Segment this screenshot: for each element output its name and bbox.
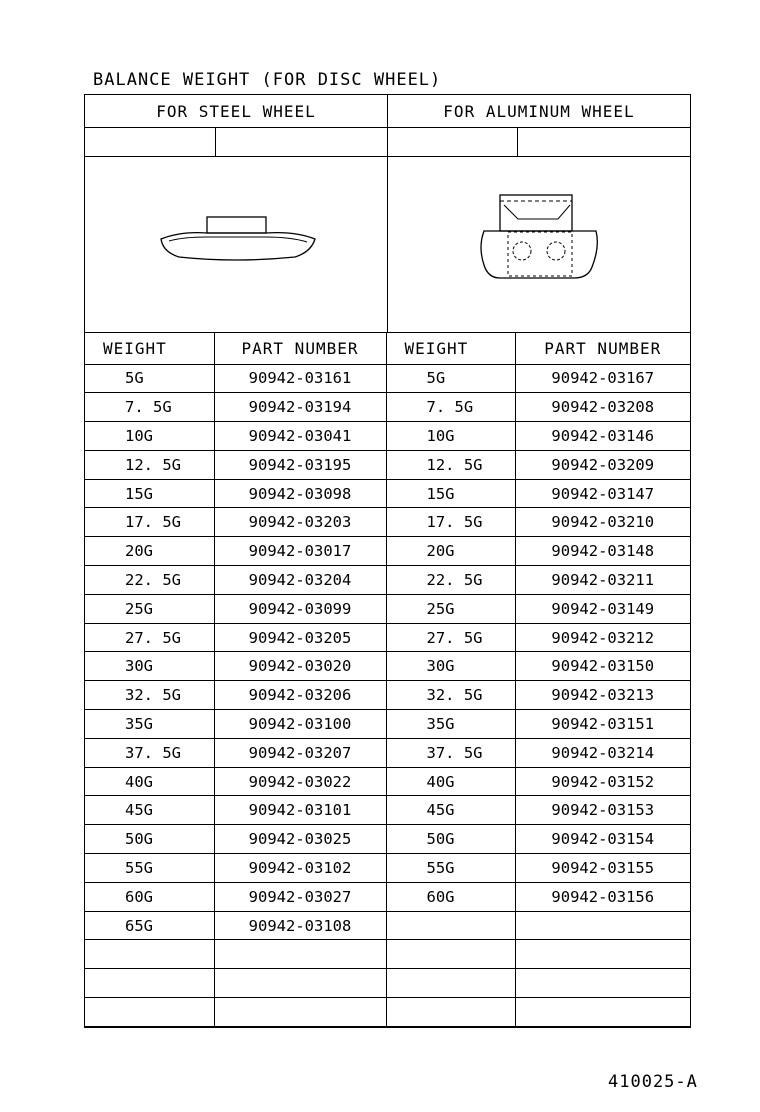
aluminum-part-number-cell: 90942-03212 [515, 623, 690, 652]
aluminum-weight-cell: 7. 5G [386, 393, 515, 422]
table-row [85, 479, 690, 508]
table-row [85, 998, 690, 1027]
steel-weight-cell: 15G [85, 479, 214, 508]
table-row [85, 652, 690, 681]
aluminum-part-number-cell [515, 911, 690, 940]
steel-part-number-cell: 90942-03108 [214, 911, 386, 940]
table-row [85, 450, 690, 479]
wheel-type-header [85, 95, 690, 128]
steel-weight-cell: 22. 5G [85, 566, 214, 595]
steel-part-number-cell: 90942-03204 [214, 566, 386, 595]
steel-part-number-cell: 90942-03206 [214, 681, 386, 710]
steel-part-number-cell: 90942-03195 [214, 450, 386, 479]
aluminum-part-column-header: PART NUMBER [515, 333, 690, 364]
aluminum-part-number-cell: 90942-03150 [515, 652, 690, 681]
aluminum-part-number-cell: 90942-03155 [515, 854, 690, 883]
steel-part-number-cell: 90942-03099 [214, 594, 386, 623]
aluminum-weight-cell: 30G [386, 652, 515, 681]
steel-part-number-cell: 90942-03041 [214, 422, 386, 451]
aluminum-weight-cell: 45G [386, 796, 515, 825]
steel-part-number-cell: 90942-03205 [214, 623, 386, 652]
aluminum-weight-cell: 12. 5G [386, 450, 515, 479]
aluminum-weight-cell: 50G [386, 825, 515, 854]
aluminum-part-number-cell: 90942-03156 [515, 882, 690, 911]
steel-part-number-cell: 90942-03017 [214, 537, 386, 566]
steel-part-number-cell: 90942-03025 [214, 825, 386, 854]
aluminum-weight-cell [386, 969, 515, 998]
aluminum-weight-cell [386, 911, 515, 940]
steel-part-number-cell: 90942-03101 [214, 796, 386, 825]
steel-part-number-cell: 90942-03098 [214, 479, 386, 508]
aluminum-weight-cell [386, 940, 515, 969]
steel-weight-cell [85, 969, 214, 998]
table-row [85, 767, 690, 796]
steel-weight-cell: 30G [85, 652, 214, 681]
balance-weight-table-frame [84, 94, 691, 1028]
aluminum-part-number-cell [515, 940, 690, 969]
steel-weight-cell: 17. 5G [85, 508, 214, 537]
aluminum-part-number-cell: 90942-03154 [515, 825, 690, 854]
aluminum-part-number-cell: 90942-03211 [515, 566, 690, 595]
table-row [85, 911, 690, 940]
table-row [85, 796, 690, 825]
aluminum-weight-cell: 40G [386, 767, 515, 796]
steel-part-number-cell [214, 969, 386, 998]
steel-part-number-cell: 90942-03100 [214, 710, 386, 739]
aluminum-weight-cell: 25G [386, 594, 515, 623]
steel-weight-cell: 45G [85, 796, 214, 825]
aluminum-weight-cell: 35G [386, 710, 515, 739]
steel-part-number-cell: 90942-03194 [214, 393, 386, 422]
steel-weight-cell: 32. 5G [85, 681, 214, 710]
blank-cell [216, 128, 388, 156]
table-row [85, 854, 690, 883]
part-number-table [85, 333, 690, 1027]
table-row [85, 508, 690, 537]
aluminum-part-number-cell: 90942-03153 [515, 796, 690, 825]
aluminum-weight-cell: 37. 5G [386, 738, 515, 767]
aluminum-weight-cell [386, 998, 515, 1027]
table-row [85, 594, 690, 623]
steel-part-number-cell: 90942-03203 [214, 508, 386, 537]
aluminum-part-number-cell: 90942-03146 [515, 422, 690, 451]
aluminum-part-number-cell: 90942-03210 [515, 508, 690, 537]
table-row [85, 969, 690, 998]
aluminum-weight-cell: 17. 5G [386, 508, 515, 537]
aluminum-part-number-cell: 90942-03148 [515, 537, 690, 566]
aluminum-weight-cell: 20G [386, 537, 515, 566]
steel-part-number-cell: 90942-03020 [214, 652, 386, 681]
aluminum-weight-cell: 55G [386, 854, 515, 883]
steel-part-number-cell: 90942-03161 [214, 364, 386, 393]
aluminum-part-number-cell: 90942-03149 [515, 594, 690, 623]
table-row [85, 537, 690, 566]
steel-part-number-cell: 90942-03027 [214, 882, 386, 911]
blank-cell [518, 128, 690, 156]
part-number-table-body [85, 333, 690, 1026]
aluminum-weight-cell: 32. 5G [386, 681, 515, 710]
blank-cell [388, 128, 518, 156]
table-row [85, 364, 690, 393]
steel-weight-cell [85, 998, 214, 1027]
table-row [85, 825, 690, 854]
table-row [85, 623, 690, 652]
aluminum-part-number-cell: 90942-03151 [515, 710, 690, 739]
aluminum-weight-cell: 60G [386, 882, 515, 911]
aluminum-wheel-header: FOR ALUMINUM WHEEL [443, 101, 635, 121]
aluminum-part-number-cell [515, 998, 690, 1027]
steel-weight-cell: 12. 5G [85, 450, 214, 479]
table-row [85, 681, 690, 710]
steel-part-column-header: PART NUMBER [214, 333, 386, 364]
steel-weight-cell: 50G [85, 825, 214, 854]
aluminum-weight-cell: 27. 5G [386, 623, 515, 652]
aluminum-part-number-cell: 90942-03152 [515, 767, 690, 796]
aluminum-weight-cell: 5G [386, 364, 515, 393]
figure-code: 410025-A [608, 1072, 698, 1092]
steel-weight-cell: 20G [85, 537, 214, 566]
column-header-row [85, 333, 690, 364]
aluminum-weight-column-header: WEIGHT [386, 333, 515, 364]
aluminum-weight-cell: 15G [386, 479, 515, 508]
steel-weight-cell: 37. 5G [85, 738, 214, 767]
steel-weight-column-header: WEIGHT [85, 333, 214, 364]
aluminum-weight-illustration-cell [388, 157, 690, 332]
steel-weight-cell: 35G [85, 710, 214, 739]
table-row [85, 940, 690, 969]
steel-weight-cell: 65G [85, 911, 214, 940]
aluminum-part-number-cell: 90942-03208 [515, 393, 690, 422]
weight-illustrations [85, 157, 690, 333]
table-row [85, 422, 690, 451]
aluminum-part-number-cell: 90942-03167 [515, 364, 690, 393]
aluminum-part-number-cell: 90942-03209 [515, 450, 690, 479]
steel-part-number-cell: 90942-03022 [214, 767, 386, 796]
steel-weight-cell: 7. 5G [85, 393, 214, 422]
steel-part-number-cell [214, 998, 386, 1027]
steel-clip-weight-icon [85, 157, 386, 332]
aluminum-weight-cell: 10G [386, 422, 515, 451]
steel-part-number-cell: 90942-03102 [214, 854, 386, 883]
aluminum-weight-cell: 22. 5G [386, 566, 515, 595]
table-row [85, 882, 690, 911]
aluminum-adhesive-weight-icon [388, 157, 690, 332]
table-row [85, 393, 690, 422]
steel-weight-cell: 10G [85, 422, 214, 451]
aluminum-part-number-cell [515, 969, 690, 998]
page-title: BALANCE WEIGHT (FOR DISC WHEEL) [93, 70, 442, 90]
aluminum-part-number-cell: 90942-03213 [515, 681, 690, 710]
steel-part-number-cell [214, 940, 386, 969]
blank-subheader-row [85, 128, 690, 157]
steel-weight-cell: 5G [85, 364, 214, 393]
aluminum-part-number-cell: 90942-03147 [515, 479, 690, 508]
steel-weight-cell: 27. 5G [85, 623, 214, 652]
steel-weight-illustration-cell [85, 157, 388, 332]
steel-weight-cell: 40G [85, 767, 214, 796]
blank-cell [85, 128, 216, 156]
table-row [85, 710, 690, 739]
steel-wheel-header: FOR STEEL WHEEL [85, 95, 388, 127]
table-row [85, 738, 690, 767]
steel-part-number-cell: 90942-03207 [214, 738, 386, 767]
steel-weight-cell: 60G [85, 882, 214, 911]
steel-weight-cell [85, 940, 214, 969]
aluminum-part-number-cell: 90942-03214 [515, 738, 690, 767]
table-row [85, 566, 690, 595]
steel-weight-cell: 55G [85, 854, 214, 883]
steel-weight-cell: 25G [85, 594, 214, 623]
